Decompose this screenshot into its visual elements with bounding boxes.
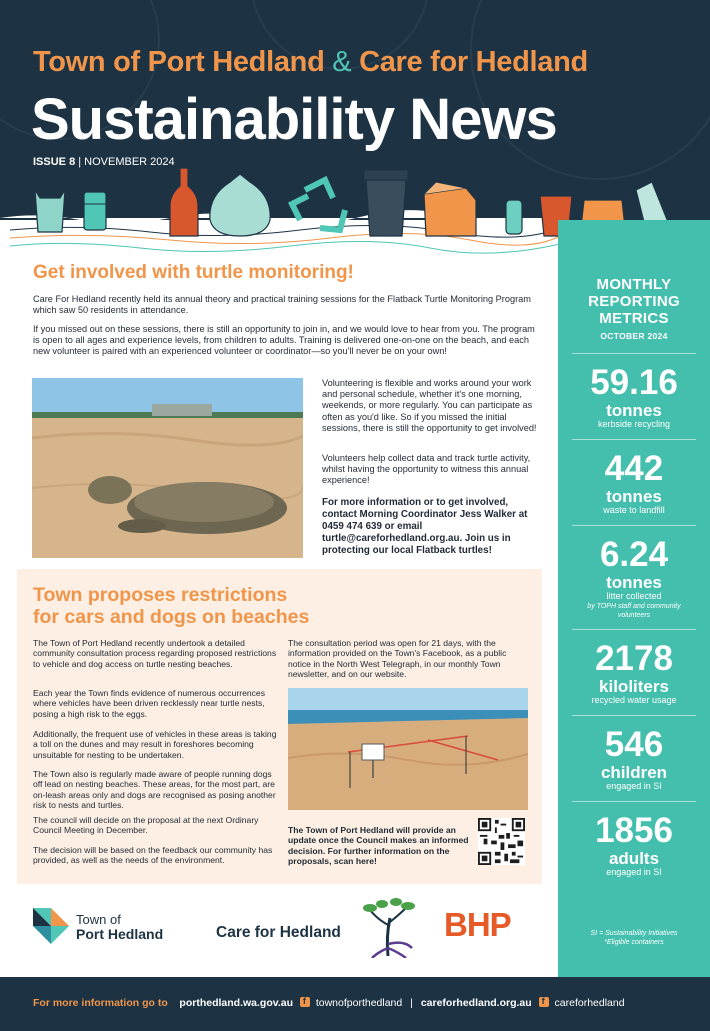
turtle-paragraph-2: If you missed out on these sessions, there is still an opportunity to join in, and we would love to hear from you. The program is open to all ages and experience levels, from children to adults. Training is delivered one-on-one on the beach, and each new volunteer is paired with an experienced volunteer or coordinator—so you'll never be on your own! — [33, 324, 535, 357]
masthead-title: Sustainability News — [31, 87, 557, 152]
metric-recycled-water — [572, 629, 696, 715]
tph-wordmark: Town of Port Hedland — [76, 912, 164, 942]
subtitle-town: Town of Port Hedland — [33, 46, 325, 78]
restrictions-update-note: The Town of Port Hedland will provide an update once the Council makes an informed decision. For further information on the proposals, scan here! — [288, 825, 469, 867]
footer-bar — [0, 977, 710, 1031]
turtle-contact-info: For more information or to get involved, contact Morning Coordinator Jess Walker at 0459 474 639 or email turtle@careforhedland.org.au. Join us in protecting our local Flatback turtles! — [322, 497, 528, 556]
metric-value: 59.16 — [590, 363, 678, 402]
metric-unit: adults — [608, 849, 660, 868]
metric-note: by TOPH staff and community volunteers — [587, 603, 681, 619]
town-of-port-hedland-logo — [33, 908, 193, 952]
footer-link-porthedland[interactable]: porthedland.wa.gov.au — [179, 997, 293, 1009]
metric-desc: waste to landfill — [603, 505, 665, 515]
restrictions-left-2: Each year the Town finds evidence of numerous occurrences where vehicles have been driven recklessly near turtle nests, posing a high risk to the eggs. — [33, 688, 266, 719]
restrictions-right-1: The consultation period was open for 21 days, with the information provided on the Town's Facebook, as a public notice in the North West Telegraph, in our monthly Town newsletter, and on our website. — [288, 638, 507, 680]
tin-can-icon — [84, 192, 106, 230]
metric-desc: engaged in SI — [606, 781, 662, 791]
metrics-footnote: SI = Sustainability Initiatives *Eligible containers — [590, 930, 678, 946]
turtle-paragraph-4: Volunteers help collect data and track turtle activity, whilst having the opportunity to witness this annual experience! — [322, 453, 531, 486]
restrictions-left-1: The Town of Port Hedland recently undertook a detailed community consultation process regarding proposed restrictions to vehicle and dog access on turtle nesting beaches. — [33, 638, 277, 669]
glass-bottle-icon — [170, 168, 198, 236]
metric-value: 442 — [604, 449, 664, 488]
footer-social-careforhedland[interactable]: careforhedland — [554, 997, 625, 1009]
footer-links — [33, 997, 625, 1009]
drink-can-icon — [506, 200, 522, 234]
masthead-subtitle — [33, 46, 588, 79]
subtitle-cfh: Care for Hedland — [359, 46, 588, 78]
metric-adults-engaged — [572, 801, 696, 887]
metrics-title: MONTHLY REPORTING METRICS — [588, 276, 680, 327]
metric-value: 1856 — [595, 811, 673, 850]
metric-unit: tonnes — [606, 573, 662, 592]
metric-desc: litter collected — [606, 591, 662, 601]
facebook-icon — [539, 997, 549, 1007]
turtle-paragraph-3: Volunteering is flexible and works around your work and personal schedule, whether it's one morning, weekends, or more regularly. You can participate as often as you'd like. So if you missed the initial sessions, there is still the opportunity to get involved! — [322, 378, 537, 433]
metric-litter-collected — [572, 525, 696, 629]
metric-desc: recycled water usage — [591, 695, 677, 705]
metric-unit: kiloliters — [599, 677, 669, 696]
metric-children-engaged — [572, 715, 696, 801]
issue-number: ISSUE 8 — [33, 156, 76, 168]
metric-kerbside-recycling — [572, 353, 696, 439]
rubbish-bag-icon — [210, 174, 270, 236]
metric-desc: engaged in SI — [606, 867, 662, 877]
cardboard-box-icon — [424, 182, 476, 236]
bhp-logo: BHP — [444, 906, 511, 943]
restrictions-left-3: Additionally, the frequent use of vehicles in these areas is taking a toll on the dunes and may result in foreshores becoming unsuitable for nesting to be undertaken. — [33, 729, 277, 760]
care-for-hedland-wordmark: Care for Hedland — [216, 924, 341, 941]
monthly-metrics-panel — [558, 220, 710, 977]
footer-lead: For more information go to — [33, 997, 168, 1009]
issue-date: | NOVEMBER 2024 — [78, 156, 175, 168]
metric-unit: tonnes — [606, 401, 662, 420]
turtle-paragraph-1: Care For Hedland recently held its annual theory and practical training sessions for the Flatback Turtle Monitoring Program which saw 50 residents in attendance. — [33, 294, 531, 316]
metric-value: 546 — [604, 725, 664, 764]
footer-link-careforhedland[interactable]: careforhedland.org.au — [420, 997, 532, 1009]
facebook-icon — [300, 997, 310, 1007]
restrictions-left-5: The council will decide on the proposal at the next Ordinary Council Meeting in December. — [33, 815, 259, 836]
metric-waste-to-landfill — [572, 439, 696, 525]
metric-value: 6.24 — [599, 535, 669, 574]
restrictions-left-4: The Town also is regularly made aware of people running dogs off lead on nesting beaches. These areas, for the most part, are on-leash areas only and dogs are recognised as posing another risk to nests and turtles. — [33, 769, 276, 811]
restrictions-heading: Town proposes restrictions for cars and dogs on beaches — [33, 584, 310, 628]
metric-value: 2178 — [595, 639, 673, 678]
mangrove-tree-icon — [360, 896, 418, 958]
metrics-date: OCTOBER 2024 — [600, 331, 668, 341]
turtle-photo — [32, 378, 303, 558]
beach-photo — [288, 688, 528, 810]
footer-social-townofporthedland[interactable]: townofporthedland — [315, 997, 403, 1009]
tph-mark-icon — [33, 908, 69, 944]
metric-desc: kerbside recycling — [597, 419, 671, 429]
metric-unit: tonnes — [606, 487, 662, 506]
subtitle-ampersand: & — [332, 46, 352, 78]
plastic-bag-icon — [35, 190, 65, 232]
metric-unit: children — [600, 763, 668, 782]
qr-code[interactable] — [478, 818, 525, 865]
footer-separator: | — [410, 997, 413, 1009]
turtle-heading: Get involved with turtle monitoring! — [33, 262, 354, 283]
restrictions-left-6: The decision will be based on the feedback our community has provided, as well as the needs of the environment. — [33, 845, 273, 866]
wheelie-bin-icon — [364, 170, 408, 236]
